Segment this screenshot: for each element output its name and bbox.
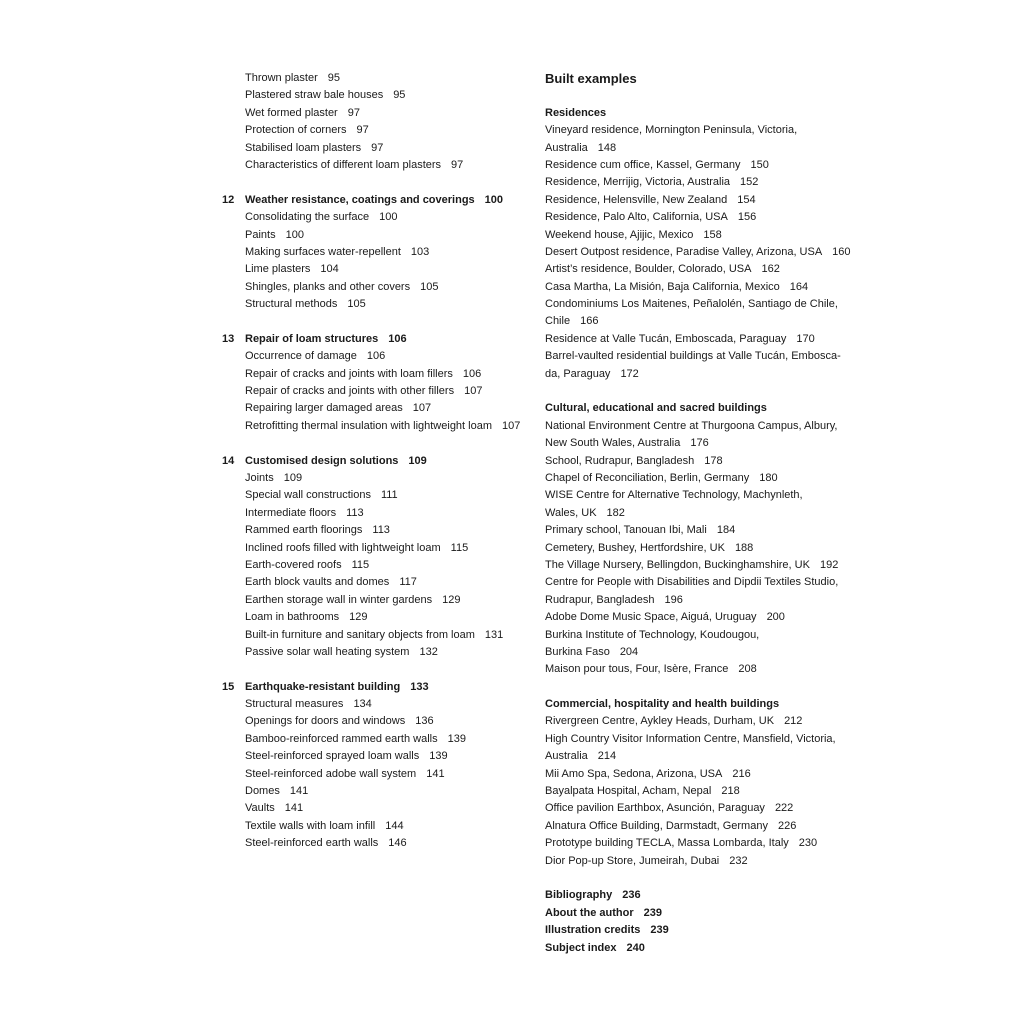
toc-entry — [222, 122, 532, 139]
chapter-number: 15 — [222, 680, 235, 693]
entry-page: 107 — [502, 419, 521, 432]
example-page: 178 — [704, 454, 723, 467]
example-text: Wales, UK — [545, 506, 597, 519]
entry-title: Paints — [245, 228, 276, 241]
example-text: Adobe Dome Music Space, Aiguá, Uruguay — [545, 611, 757, 624]
example-page: 170 — [796, 332, 815, 345]
chapter-title: Earthquake-resistant building — [245, 680, 401, 693]
entry-page: 144 — [385, 819, 404, 832]
toc-entry — [222, 87, 532, 104]
section-heading: Cultural, educational and sacred buildings — [545, 402, 767, 415]
entry-title: Repair of cracks and joints with other fillers — [245, 385, 455, 398]
chapter-page: 109 — [408, 454, 427, 467]
toc-entry — [222, 522, 532, 539]
toc-entry — [222, 713, 532, 730]
toc-entry — [222, 348, 532, 365]
example-entry-line — [545, 244, 865, 261]
example-page: 212 — [784, 715, 803, 728]
toc-entry — [222, 800, 532, 817]
entry-page: 236 — [622, 889, 641, 902]
entry-title: Lime plasters — [245, 263, 311, 276]
example-text: Bayalpata Hospital, Acham, Nepal — [545, 785, 712, 798]
example-page: 214 — [597, 750, 617, 763]
toc-entry — [222, 157, 532, 174]
built-examples-title: Built examples — [545, 71, 637, 86]
toc-entry — [222, 70, 532, 87]
example-page: 162 — [761, 263, 780, 276]
example-entry-line — [545, 279, 865, 296]
example-text: Artist’s residence, Boulder, Colorado, USA — [545, 263, 752, 276]
example-page: 230 — [798, 837, 818, 850]
entry-title: Structural methods — [245, 298, 338, 311]
entry-page: 239 — [650, 924, 669, 937]
toc-entry — [222, 557, 532, 574]
entry-page: 100 — [379, 211, 398, 224]
example-page: 204 — [619, 645, 639, 658]
toc-entry — [222, 783, 532, 800]
example-page: 152 — [740, 176, 759, 189]
example-text: WISE Centre for Alternative Technology, Machynleth, — [545, 489, 803, 502]
toc-entry — [222, 609, 532, 626]
example-text: Residence, Helensville, New Zealand — [545, 193, 728, 206]
entry-title: Domes — [245, 785, 280, 798]
entry-page: 240 — [626, 941, 645, 954]
example-entry-line — [545, 540, 865, 557]
toc-entry — [222, 400, 532, 417]
example-entry-line — [545, 209, 865, 226]
example-text: Centre for People with Disabilities and Dipdii Textiles Studio, — [545, 576, 839, 589]
section-heading: Commercial, hospitality and health buildings — [545, 698, 780, 711]
entry-page: 141 — [426, 767, 445, 780]
spacer — [545, 679, 865, 696]
toc-entry — [222, 748, 532, 765]
entry-title: Plastered straw bale houses — [245, 89, 384, 102]
example-page: 196 — [664, 593, 683, 606]
example-text: Desert Outpost residence, Paradise Valley, Arizona, USA — [545, 245, 823, 258]
entry-page: 103 — [410, 245, 430, 258]
entry-title: Rammed earth floorings — [245, 524, 363, 537]
example-entry-line — [545, 261, 865, 278]
example-text: Alnatura Office Building, Darmstadt, Germany — [545, 819, 768, 832]
example-entry-line — [545, 800, 865, 817]
example-page: 208 — [738, 663, 757, 676]
example-entry-line — [545, 418, 865, 435]
toc-entry — [222, 696, 532, 713]
entry-title: Occurrence of damage — [245, 350, 357, 363]
entry-page: 111 — [380, 489, 398, 502]
entry-page: 146 — [388, 837, 407, 850]
chapter-title: Customised design solutions — [245, 454, 399, 467]
example-text: Dior Pop-up Store, Jumeirah, Dubai — [545, 854, 720, 867]
chapter-heading — [222, 453, 532, 470]
toc-entry — [222, 835, 532, 852]
spacer — [222, 313, 532, 330]
entry-title: Openings for doors and windows — [245, 715, 406, 728]
example-entry-line — [545, 296, 865, 313]
toc-entry — [222, 279, 532, 296]
entry-title: Inclined roofs filled with lightweight loam — [245, 541, 441, 554]
example-text: Residence, Palo Alto, California, USA — [545, 211, 728, 224]
entry-page: 115 — [351, 558, 370, 571]
example-page: 166 — [580, 315, 599, 328]
entry-page: 117 — [399, 576, 417, 589]
entry-page: 141 — [284, 802, 304, 815]
entry-page: 95 — [327, 72, 341, 84]
example-entry-line — [545, 835, 865, 852]
chapter-page: 133 — [410, 680, 429, 693]
example-entry-line — [545, 453, 865, 470]
example-page: 200 — [766, 611, 785, 624]
entry-title: Stabilised loam plasters — [245, 141, 362, 154]
entry-title: Intermediate floors — [245, 506, 337, 519]
spacer — [222, 174, 532, 191]
entry-title: Earth block vaults and domes — [245, 576, 390, 589]
toc-entry — [222, 627, 532, 644]
example-entry-line — [545, 313, 865, 330]
example-text: Office pavilion Earthbox, Asunción, Paraguay — [545, 802, 765, 815]
entry-title: Shingles, planks and other covers — [245, 280, 411, 293]
example-page: 184 — [716, 524, 736, 537]
example-text: Burkina Faso — [545, 645, 610, 658]
example-text: Rivergreen Centre, Aykley Heads, Durham, UK — [545, 715, 775, 728]
example-page: 182 — [606, 506, 625, 519]
toc-entry — [222, 766, 532, 783]
spacer — [545, 870, 865, 887]
toc-entry — [222, 540, 532, 557]
entry-page: 113 — [372, 524, 390, 537]
entry-page: 105 — [347, 298, 366, 311]
entry-title: Built-in furniture and sanitary objects from loam — [245, 628, 475, 641]
example-text: Maison pour tous, Four, Isère, France — [545, 663, 729, 676]
example-page: 192 — [819, 558, 839, 571]
example-entry-line — [545, 766, 865, 783]
example-text: Residence cum office, Kassel, Germany — [545, 158, 741, 171]
toc-entry — [222, 592, 532, 609]
built-examples-sections — [545, 105, 865, 957]
entry-title: Repair of cracks and joints with loam fillers — [245, 367, 453, 380]
toc-entry — [545, 940, 865, 957]
entry-title: Consolidating the surface — [245, 211, 370, 224]
example-text: Cemetery, Bushey, Hertfordshire, UK — [545, 541, 725, 554]
entry-page: 106 — [366, 350, 386, 363]
entry-title: Thrown plaster — [245, 72, 318, 84]
toc-entry — [222, 105, 532, 122]
example-text: School, Rudrapur, Bangladesh — [545, 454, 695, 467]
example-entry-line — [545, 644, 865, 661]
entry-page: 107 — [412, 402, 432, 415]
chapter-number: 13 — [222, 332, 235, 345]
example-page: 172 — [620, 367, 639, 380]
example-entry-line — [545, 609, 865, 626]
example-entry-line — [545, 331, 865, 348]
example-page: 148 — [597, 141, 617, 154]
toc-right-column — [545, 70, 865, 957]
toc-entry — [222, 487, 532, 504]
toc-entry — [222, 505, 532, 522]
example-entry-line — [545, 627, 865, 644]
example-page: 150 — [750, 158, 769, 171]
spacer — [222, 661, 532, 678]
example-entry-line — [545, 661, 865, 678]
entry-title: Illustration credits — [545, 924, 641, 937]
chapter-number: 14 — [222, 454, 235, 467]
toc-entry — [545, 922, 865, 939]
example-text: Australia — [545, 750, 588, 763]
example-text: Barrel-vaulted residential buildings at Valle Tucán, Embosca- — [545, 350, 841, 363]
toc-entry — [222, 574, 532, 591]
toc-entry — [222, 731, 532, 748]
entry-page: 97 — [356, 124, 369, 137]
entry-title: Bibliography — [545, 889, 613, 902]
entry-page: 136 — [415, 715, 434, 728]
chapter-page: 100 — [484, 193, 504, 206]
example-text: Residence at Valle Tucán, Emboscada, Paraguay — [545, 332, 787, 345]
entry-title: Repairing larger damaged areas — [245, 402, 403, 415]
chapter-title: Repair of loam structures — [245, 332, 379, 345]
example-entry-line — [545, 853, 865, 870]
entry-title: Loam in bathrooms — [245, 611, 340, 624]
section-heading: Residences — [545, 106, 607, 119]
toc-entry — [545, 905, 865, 922]
entry-title: Retrofitting thermal insulation with lightweight loam — [245, 419, 493, 432]
toc-entry — [222, 418, 532, 435]
example-entry-line — [545, 713, 865, 730]
entry-page: 95 — [393, 89, 406, 102]
chapter-heading — [222, 331, 532, 348]
chapter-number: 12 — [222, 193, 235, 206]
example-entry-line — [545, 227, 865, 244]
toc-entry — [222, 296, 532, 313]
example-entry-line — [545, 122, 865, 139]
example-text: Weekend house, Ajijic, Mexico — [545, 228, 694, 241]
entry-title: Structural measures — [245, 698, 344, 711]
example-text: Burkina Institute of Technology, Koudougou, — [545, 628, 760, 641]
entry-page: 97 — [347, 106, 360, 119]
example-entry-line — [545, 140, 865, 157]
spacer — [545, 383, 865, 400]
example-text: Chapel of Reconciliation, Berlin, Germany — [545, 471, 750, 484]
example-page: 164 — [789, 280, 809, 293]
example-text: Primary school, Tanouan Ibi, Mali — [545, 524, 707, 537]
entry-page: 105 — [420, 280, 439, 293]
entry-page: 134 — [353, 698, 372, 711]
example-text: High Country Visitor Information Centre, Mansfield, Victoria, — [545, 732, 836, 745]
example-page: 222 — [774, 802, 794, 815]
entry-title: Wet formed plaster — [245, 106, 338, 119]
entry-page: 131 — [484, 628, 504, 641]
entry-page: 107 — [464, 385, 483, 398]
chapter-heading — [222, 679, 532, 696]
toc-entry — [222, 209, 532, 226]
toc-entry — [222, 470, 532, 487]
example-entry-line — [545, 592, 865, 609]
entry-title: Vaults — [245, 802, 275, 815]
entry-title: Textile walls with loam infill — [245, 819, 376, 832]
example-text: Australia — [545, 141, 588, 154]
entry-title: Steel-reinforced sprayed loam walls — [245, 750, 420, 763]
chapter-page: 106 — [388, 332, 407, 345]
example-entry-line — [545, 487, 865, 504]
example-page: 176 — [690, 437, 709, 450]
entry-page: 239 — [643, 906, 662, 919]
chapter-title: Weather resistance, coatings and coverings — [245, 193, 475, 206]
toc-entry — [222, 261, 532, 278]
entry-page: 109 — [283, 471, 303, 484]
example-text: Mii Amo Spa, Sedona, Arizona, USA — [545, 767, 723, 780]
toc-entry — [222, 140, 532, 157]
example-text: Casa Martha, La Misión, Baja California, Mexico — [545, 280, 780, 293]
example-entry-line — [545, 157, 865, 174]
example-text: National Environment Centre at Thurgoona Campus, Albury, — [545, 419, 838, 432]
entry-page: 139 — [447, 732, 466, 745]
example-text: Chile — [545, 315, 571, 328]
example-page: 158 — [703, 228, 722, 241]
entry-title: Protection of corners — [245, 124, 347, 137]
example-entry-line — [545, 574, 865, 591]
toc-entry — [545, 887, 865, 904]
example-page: 232 — [729, 854, 748, 867]
toc-entry — [222, 818, 532, 835]
example-entry-line — [545, 731, 865, 748]
example-text: Condominiums Los Maitenes, Peñalolén, Santiago de Chile, — [545, 298, 838, 311]
entry-title: Joints — [245, 471, 274, 484]
entry-title: Steel-reinforced earth walls — [245, 837, 379, 850]
example-text: New South Wales, Australia — [545, 437, 681, 450]
entry-page: 106 — [462, 367, 482, 380]
entry-page: 141 — [289, 785, 309, 798]
example-entry-line — [545, 174, 865, 191]
example-entry-line — [545, 192, 865, 209]
chapter-heading — [222, 192, 532, 209]
toc-entry — [222, 366, 532, 383]
example-text: Rudrapur, Bangladesh — [545, 593, 655, 606]
example-text: Prototype building TECLA, Massa Lombarda, Italy — [545, 837, 789, 850]
example-page: 188 — [734, 541, 754, 554]
toc-entry — [222, 383, 532, 400]
toc-entry — [222, 227, 532, 244]
entry-title: Making surfaces water-repellent — [245, 245, 401, 258]
example-text: Vineyard residence, Mornington Peninsula, Victoria, — [545, 124, 798, 137]
example-entry-line — [545, 505, 865, 522]
entry-page: 115 — [450, 541, 469, 554]
example-page: 156 — [737, 211, 757, 224]
example-entry-line — [545, 435, 865, 452]
entry-title: Earthen storage wall in winter gardens — [245, 593, 433, 606]
entry-page: 104 — [320, 263, 339, 276]
toc-entry — [222, 644, 532, 661]
entry-title: Bamboo-reinforced rammed earth walls — [245, 732, 438, 745]
example-entry-line — [545, 522, 865, 539]
example-page: 218 — [721, 785, 740, 798]
entry-page: 113 — [346, 506, 364, 519]
entry-title: Special wall constructions — [245, 489, 371, 502]
entry-title: Characteristics of different loam plasters — [245, 158, 442, 171]
entry-page: 139 — [429, 750, 448, 763]
entry-title: Subject index — [545, 941, 617, 954]
example-page: 216 — [732, 767, 751, 780]
example-text: Residence, Merrijig, Victoria, Australia — [545, 176, 731, 189]
entry-title: Steel-reinforced adobe wall system — [245, 767, 417, 780]
example-entry-line — [545, 366, 865, 383]
example-entry-line — [545, 748, 865, 765]
entry-title: Passive solar wall heating system — [245, 645, 410, 658]
example-entry-line — [545, 557, 865, 574]
entry-page: 100 — [285, 228, 304, 241]
example-page: 180 — [759, 471, 778, 484]
example-entry-line — [545, 348, 865, 365]
entry-page: 129 — [442, 593, 461, 606]
example-text: The Village Nursery, Bellingdon, Buckinghamshire, UK — [545, 558, 810, 571]
toc-left-column — [222, 70, 532, 853]
toc-entry — [222, 244, 532, 261]
spacer — [222, 435, 532, 452]
example-text: da, Paraguay — [545, 367, 611, 380]
example-entry-line — [545, 470, 865, 487]
entry-page: 132 — [419, 645, 438, 658]
entry-page: 129 — [349, 611, 368, 624]
example-entry-line — [545, 818, 865, 835]
example-page: 160 — [832, 245, 851, 258]
entry-title: About the author — [545, 906, 634, 919]
entry-page: 97 — [371, 141, 384, 154]
entry-page: 97 — [451, 158, 464, 171]
example-entry-line — [545, 783, 865, 800]
entry-title: Earth-covered roofs — [245, 558, 342, 571]
example-page: 226 — [777, 819, 797, 832]
example-page: 154 — [737, 193, 756, 206]
